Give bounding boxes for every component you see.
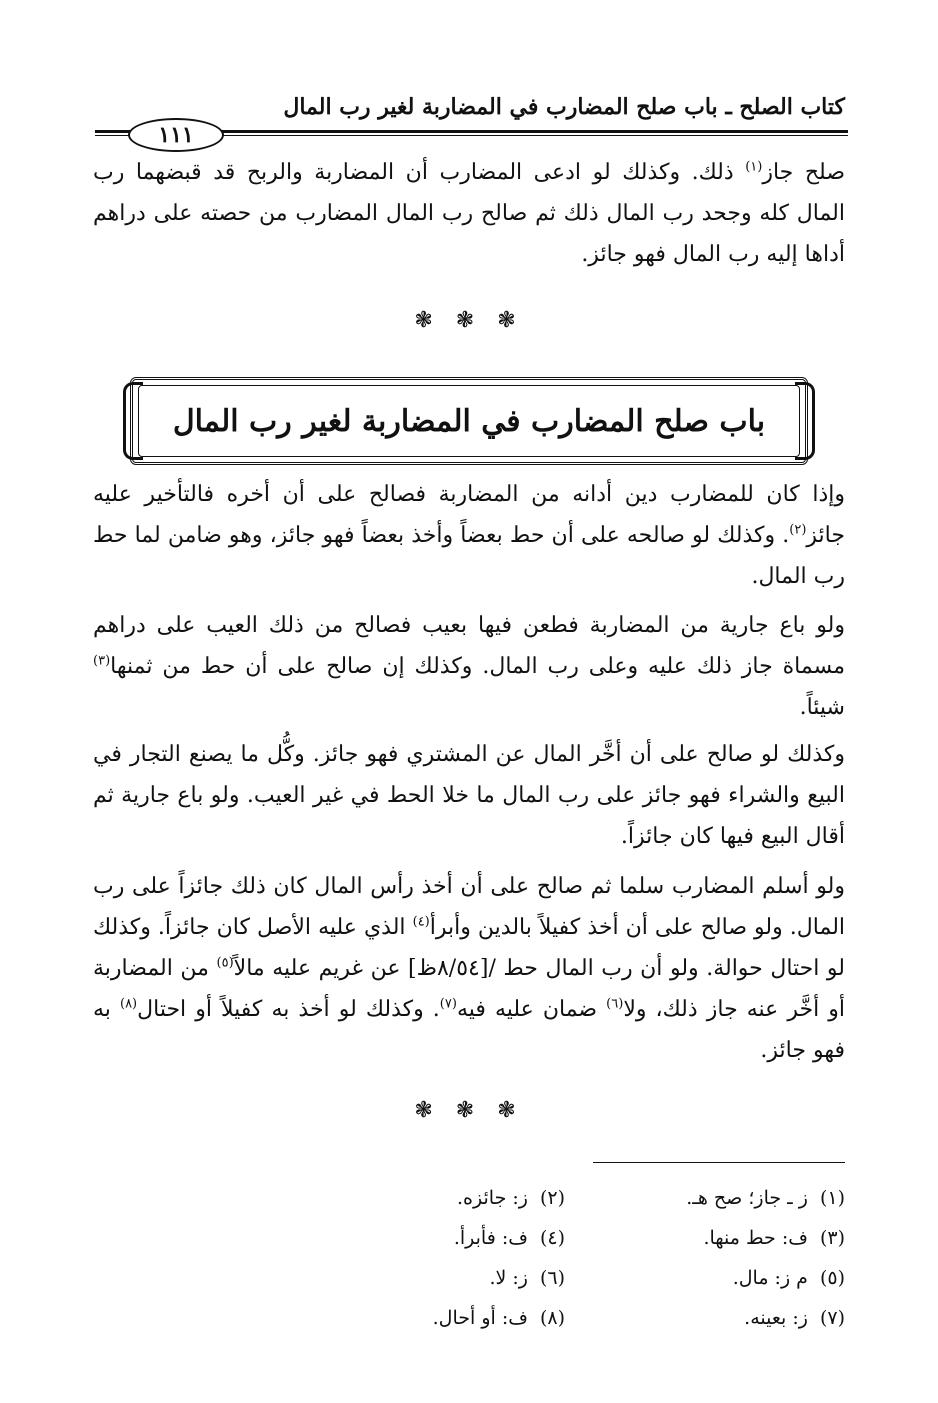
- footnote-ref[interactable]: (٢): [789, 522, 807, 538]
- paragraph-5: [93, 866, 845, 1071]
- footnote-item: [565, 1298, 845, 1338]
- footnote-ref[interactable]: (٣): [93, 653, 111, 669]
- footnote-text: ف: فأبرأ.: [453, 1227, 528, 1249]
- footnote-number: (٧): [819, 1307, 845, 1329]
- paragraph-3: [93, 605, 845, 728]
- footnote-item: [565, 1258, 845, 1298]
- footnote-item: [565, 1178, 845, 1218]
- footnote-text: م ز: مال.: [732, 1267, 808, 1289]
- paragraph-text: . وكذلك لو أخذ به كفيلاً أو احتال: [137, 997, 440, 1022]
- footnote-ref[interactable]: (٧): [439, 996, 457, 1012]
- paragraph-text: الذي عليه الأصل كان جائزاً. وكذلك لو احتال حوالة. ولو أن رب المال حط /[٨/٥٤ظ] عن غريم عليه مالاً: [93, 915, 846, 981]
- paragraph-text: وإذا كان للمضارب دين أدانه من المضاربة فصالح على أن أخره فالتأخير عليه جائز: [93, 482, 845, 548]
- footnote-item: [285, 1178, 565, 1218]
- chapter-title-frame: [130, 377, 808, 465]
- footnote-number: (٥): [819, 1267, 845, 1289]
- paragraph-text: وكذلك لو صالح على أن أخَّر المال عن المشتري فهو جائز. وكُّل ما يصنع التجار في البيع والشراء فهو جائز على رب المال ما خلا الحط في غير العيب. ولو باع جارية ثم أقال البيع فيها كان جائزاً.: [93, 742, 845, 849]
- footnote-ref[interactable]: (١): [745, 159, 763, 175]
- footnote-item: [565, 1218, 845, 1258]
- footnote-ref[interactable]: (٦): [606, 996, 624, 1012]
- footnote-text: ف: حط منها.: [703, 1227, 808, 1249]
- footnote-text: ز: لا.: [489, 1267, 528, 1289]
- footnote-text: ز: جائزه.: [457, 1187, 528, 1209]
- section-ornament: ❃ ❃ ❃: [414, 308, 524, 333]
- footnote-text: ز: بعينه.: [744, 1307, 808, 1329]
- footnote-number: (٢): [539, 1187, 565, 1209]
- footnotes: [285, 1178, 845, 1338]
- footnote-rule: [593, 1162, 845, 1163]
- paragraph-text: ذلك. وكذلك لو ادعى المضارب أن المضاربة والربح قد قبضهما رب المال كله وجحد رب المال ذلك ثم صالح رب المال المضارب من حصته على دراهم أداها إليه رب المال فهو جائز.: [93, 160, 845, 267]
- paragraph-text: به فهو جائز.: [93, 997, 845, 1063]
- paragraph-text: ضمان عليه فيه: [456, 997, 607, 1022]
- footnote-text: ف: أو أحال.: [432, 1307, 528, 1329]
- page-number: ١١١: [128, 118, 224, 152]
- paragraph-1: [93, 152, 845, 275]
- footnote-ref[interactable]: (٥): [216, 955, 234, 971]
- paragraph-2: [93, 474, 845, 597]
- footnote-number: (٣): [819, 1227, 845, 1249]
- paragraph-text: ولو أسلم المضارب سلما ثم صالح على أن أخذ رأس المال كان ذلك جائزاً على رب المال. ولو صالح على أن أخذ كفيلاً بالدين وأبرأ: [93, 874, 846, 940]
- footnote-text: ز ـ جاز؛ صح هـ.: [686, 1187, 808, 1209]
- footnote-number: (٤): [539, 1227, 565, 1249]
- footnote-item: [285, 1298, 565, 1338]
- footnote-item: [285, 1258, 565, 1298]
- paragraph-text: . وكذلك لو صالحه على أن حط بعضاً وأخذ بعضاً فهو جائز، وهو ضامن لما حط رب المال.: [93, 523, 845, 589]
- chapter-title: باب صلح المضارب في المضاربة لغير رب المال: [172, 404, 766, 439]
- paragraph-text: شيئاً.: [799, 695, 845, 720]
- footnote-ref[interactable]: (٤): [412, 914, 430, 930]
- footnote-number: (٦): [539, 1267, 565, 1289]
- footnote-number: (١): [819, 1187, 845, 1209]
- footnote-ref[interactable]: (٨): [119, 996, 138, 1012]
- footnote-item: [285, 1218, 565, 1258]
- running-header: كتاب الصلح ـ باب صلح المضارب في المضاربة لغير رب المال: [283, 94, 845, 120]
- section-ornament: ❃ ❃ ❃: [414, 1098, 524, 1123]
- paragraph-text: ولو باع جارية من المضاربة فطعن فيها بعيب فصالح من ذلك العيب على دراهم مسماة جاز ذلك عليه وعلى رب المال. وكذلك إن صالح على أن حط من ثمنها: [93, 613, 845, 679]
- footnote-number: (٨): [539, 1307, 565, 1329]
- paragraph-4: [93, 734, 845, 857]
- paragraph-text: من المضاربة أو أخَّر عنه جاز ذلك، ولا: [93, 956, 845, 1022]
- paragraph-text: صلح جاز: [762, 160, 845, 185]
